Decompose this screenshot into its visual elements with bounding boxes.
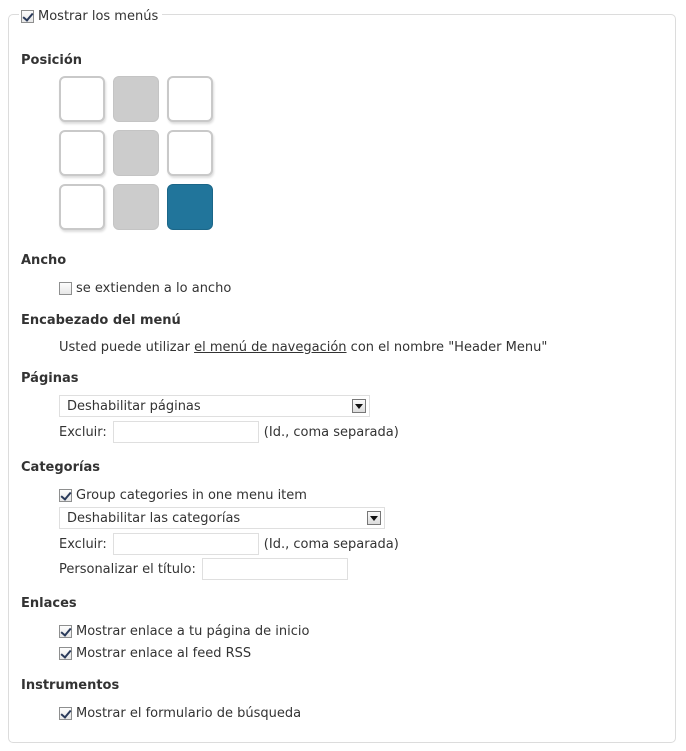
- categories-select[interactable]: [59, 507, 385, 529]
- position-grid: [59, 76, 213, 230]
- position-top-left[interactable]: [59, 76, 105, 122]
- header-menu-text: [59, 338, 547, 356]
- pages-exclude-input[interactable]: [113, 421, 259, 443]
- position-middle-center[interactable]: [113, 130, 159, 176]
- categories-exclude-input[interactable]: [113, 533, 259, 555]
- categories-exclude-label: Excluir:: [59, 536, 107, 552]
- categories-select-value: Deshabilitar las categorías: [67, 510, 241, 526]
- group-categories-checkbox[interactable]: [59, 489, 72, 502]
- full-width-checkbox[interactable]: [59, 282, 72, 295]
- home-link-option[interactable]: [59, 622, 309, 640]
- show-menus-label: Mostrar los menús: [38, 8, 159, 24]
- custom-title-row: [59, 560, 348, 578]
- width-heading: Ancho: [21, 253, 67, 268]
- categories-exclude-hint: (Id., coma separada): [263, 536, 399, 552]
- group-categories-option[interactable]: [59, 486, 307, 504]
- position-bottom-right[interactable]: [167, 184, 213, 230]
- search-form-label: Mostrar el formulario de búsqueda: [76, 705, 302, 721]
- pages-select[interactable]: [59, 395, 370, 417]
- position-middle-left[interactable]: [59, 130, 105, 176]
- tools-heading: Instrumentos: [21, 678, 120, 693]
- header-menu-text-after: con el nombre "Header Menu": [346, 339, 548, 355]
- pages-exclude-label: Excluir:: [59, 424, 107, 440]
- links-heading: Enlaces: [21, 596, 77, 611]
- position-bottom-left[interactable]: [59, 184, 105, 230]
- position-top-right[interactable]: [167, 76, 213, 122]
- show-menus-checkbox[interactable]: [21, 10, 34, 23]
- custom-title-input[interactable]: [202, 558, 348, 580]
- chevron-down-icon[interactable]: [367, 511, 381, 525]
- full-width-label: se extienden a lo ancho: [76, 280, 232, 296]
- categories-exclude-row: [59, 535, 399, 553]
- search-form-option[interactable]: [59, 704, 301, 722]
- full-width-option[interactable]: [59, 279, 231, 297]
- chevron-down-icon[interactable]: [352, 399, 366, 413]
- rss-link-label: Mostrar enlace al feed RSS: [76, 645, 252, 661]
- home-link-checkbox[interactable]: [59, 625, 72, 638]
- pages-exclude-hint: (Id., coma separada): [263, 424, 399, 440]
- rss-link-checkbox[interactable]: [59, 647, 72, 660]
- position-middle-right[interactable]: [167, 130, 213, 176]
- home-link-label: Mostrar enlace a tu página de inicio: [76, 623, 310, 639]
- categories-heading: Categorías: [21, 460, 100, 475]
- custom-title-label: Personalizar el título:: [59, 561, 196, 577]
- search-form-checkbox[interactable]: [59, 707, 72, 720]
- position-top-center[interactable]: [113, 76, 159, 122]
- header-menu-text-before: Usted puede utilizar: [59, 339, 195, 355]
- pages-select-value: Deshabilitar páginas: [67, 398, 201, 414]
- rss-link-option[interactable]: [59, 644, 251, 662]
- pages-exclude-row: [59, 423, 399, 441]
- position-heading: Posición: [21, 53, 83, 68]
- header-menu-heading: Encabezado del menú: [21, 313, 181, 328]
- show-menus-toggle[interactable]: [19, 6, 162, 26]
- pages-heading: Páginas: [21, 371, 79, 386]
- position-bottom-center[interactable]: [113, 184, 159, 230]
- nav-menu-link[interactable]: el menú de navegación: [194, 339, 347, 355]
- group-categories-label: Group categories in one menu item: [76, 487, 307, 503]
